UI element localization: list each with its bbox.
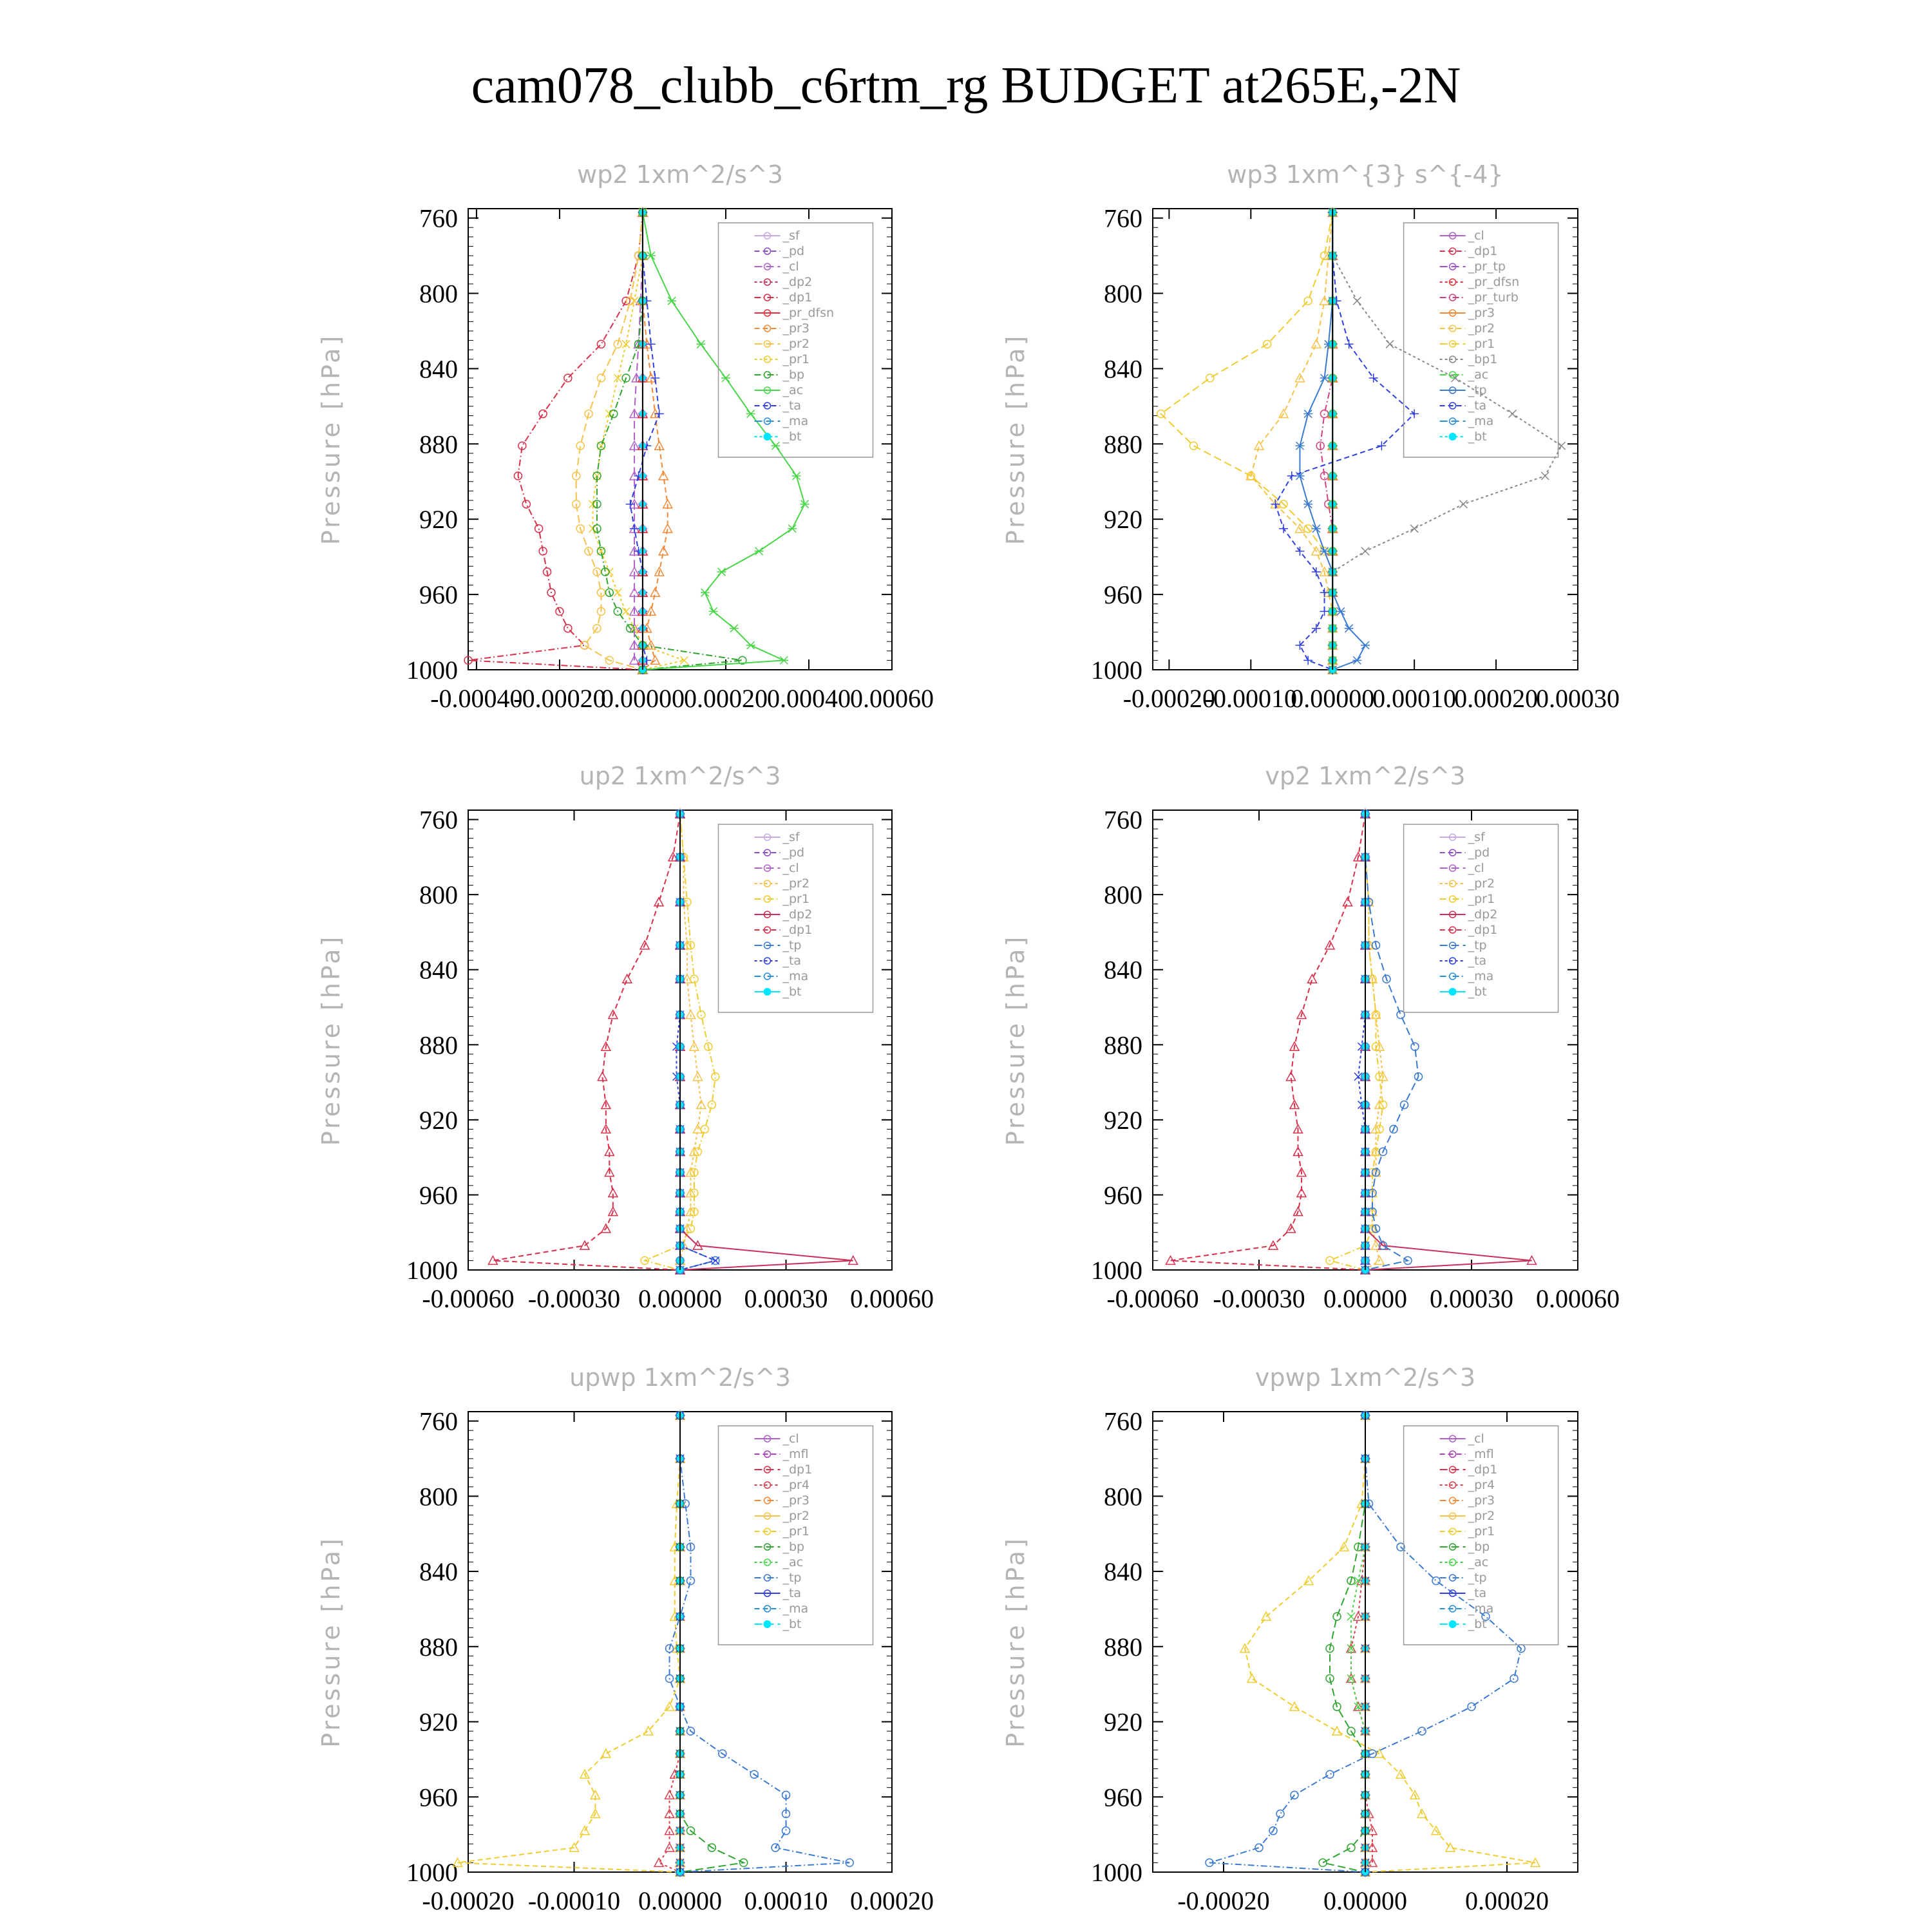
- legend-label: _bt: [1468, 1617, 1487, 1631]
- legend-label: _pr1: [782, 352, 810, 366]
- y-tick-label: 1000: [1091, 1858, 1142, 1887]
- data-point: [730, 625, 739, 632]
- panel-1: [1001, 160, 1620, 713]
- panel-title: wp2 1xm^2/s^3: [577, 160, 783, 189]
- data-point: [1287, 471, 1296, 480]
- legend-label: _pr_dfsn: [1468, 275, 1520, 289]
- y-tick-label: 760: [419, 1406, 458, 1436]
- data-point: [721, 374, 730, 382]
- data-point: [717, 568, 726, 576]
- y-tick-label: 840: [419, 354, 458, 384]
- series-line-pr1: [1161, 213, 1333, 670]
- data-point: [535, 525, 543, 533]
- series-line-ta: [677, 814, 715, 1270]
- legend-label: _cl: [1468, 229, 1484, 243]
- plot-frame: [468, 209, 892, 670]
- x-tick-label: -0.00010: [527, 1886, 621, 1915]
- legend-label: _pr3: [1468, 1493, 1495, 1508]
- legend-label: _pr3: [782, 321, 810, 336]
- y-axis-label: Pressure [hPa]: [1001, 333, 1030, 545]
- legend-label: _dp2: [1468, 907, 1498, 922]
- y-tick-label: 840: [419, 955, 458, 985]
- data-point: [788, 525, 797, 533]
- y-tick-label: 800: [419, 880, 458, 910]
- data-point: [1558, 442, 1566, 450]
- legend-label: _bt: [782, 430, 802, 444]
- legend-label: _sf: [782, 229, 800, 243]
- x-tick-label: 0.00000: [600, 684, 685, 713]
- data-point: [522, 500, 530, 508]
- legend-label: _ta: [1468, 1586, 1487, 1600]
- series-line-pr2: [576, 213, 643, 670]
- panel-title: vpwp 1xm^2/s^3: [1255, 1363, 1476, 1392]
- legend-label: _cl: [782, 260, 799, 274]
- x-tick-label: -0.00020: [513, 684, 606, 713]
- x-tick-label: 0.00000: [638, 1284, 722, 1313]
- data-point: [1347, 1844, 1355, 1852]
- legend-label: _dp2: [782, 907, 813, 922]
- data-point: [614, 589, 621, 596]
- series-line-pr2: [1365, 814, 1383, 1270]
- y-tick-label: 960: [419, 1180, 458, 1210]
- legend-label: _bt: [1468, 985, 1487, 999]
- y-tick-label: 920: [419, 1105, 458, 1135]
- legend-label: _bp1: [1468, 352, 1498, 366]
- data-point: [792, 472, 801, 480]
- data-point: [1333, 1613, 1341, 1620]
- legend-label: _pr3: [782, 1493, 810, 1508]
- series-line-dp1: [493, 814, 680, 1270]
- legend-label: _ma: [782, 1602, 809, 1616]
- series-line-dp2: [680, 814, 853, 1270]
- y-tick-label: 800: [1104, 880, 1142, 910]
- y-tick-label: 800: [1104, 1482, 1142, 1511]
- legend-label: _ma: [1468, 414, 1494, 428]
- x-tick-label: 0.00000: [1323, 1284, 1407, 1313]
- data-point: [1304, 297, 1312, 305]
- data-point: [1345, 625, 1354, 632]
- panel-title: up2 1xm^2/s^3: [579, 762, 781, 790]
- legend-label: _pr_dfsn: [782, 306, 835, 320]
- legend-label: _ma: [1468, 969, 1494, 983]
- data-point: [630, 524, 639, 533]
- x-tick-label: 0.00060: [1536, 1284, 1620, 1313]
- legend-label: _bp: [782, 1540, 805, 1554]
- legend-label: _pr3: [1468, 306, 1495, 320]
- legend-label: _ma: [1468, 1602, 1494, 1616]
- data-point: [1361, 641, 1370, 649]
- y-tick-label: 880: [1104, 430, 1142, 459]
- data-point: [1303, 410, 1312, 418]
- data-point: [581, 641, 589, 649]
- y-tick-label: 840: [1104, 354, 1142, 384]
- legend-label: _ac: [782, 383, 804, 397]
- data-point: [1255, 1844, 1263, 1852]
- y-tick-label: 760: [419, 805, 458, 835]
- y-tick-label: 880: [1104, 1632, 1142, 1662]
- y-tick-label: 1000: [406, 656, 458, 685]
- x-tick-label: 0.00060: [850, 684, 934, 713]
- y-axis-label: Pressure [hPa]: [1001, 934, 1030, 1146]
- y-axis-label: Pressure [hPa]: [317, 1536, 345, 1748]
- data-point: [800, 500, 810, 508]
- data-point: [1418, 1727, 1426, 1735]
- x-tick-label: -0.00060: [422, 1284, 515, 1313]
- data-point: [564, 374, 572, 382]
- legend-label: _dp1: [1468, 1463, 1498, 1477]
- series-line-pr1: [458, 1416, 680, 1872]
- data-point: [746, 641, 755, 649]
- data-point: [1279, 524, 1288, 533]
- x-tick-label: 0.00030: [744, 1284, 828, 1313]
- series-line-pr2: [1251, 213, 1332, 670]
- x-tick-label: 0.00020: [1454, 684, 1539, 713]
- legend-marker: [1449, 433, 1457, 440]
- x-tick-label: 0.00060: [850, 1284, 934, 1313]
- data-point: [570, 1843, 579, 1852]
- legend-label: _dp1: [782, 290, 813, 305]
- panel-title: upwp 1xm^2/s^3: [569, 1363, 791, 1392]
- legend-label: _cl: [782, 1432, 799, 1446]
- legend-label: _tp: [1468, 1571, 1487, 1585]
- legend-label: _dp2: [782, 275, 813, 289]
- y-tick-label: 800: [419, 279, 458, 308]
- legend-label: _pr2: [782, 337, 810, 351]
- y-tick-label: 920: [1104, 505, 1142, 535]
- series-line-pr3: [643, 213, 668, 670]
- legend-marker: [1449, 988, 1457, 996]
- series-line-dp2: [1365, 814, 1532, 1270]
- y-tick-label: 760: [1104, 805, 1142, 835]
- legend-label: _tp: [1468, 938, 1487, 952]
- data-point: [782, 1827, 790, 1835]
- series-line-dp1: [468, 213, 643, 670]
- data-point: [564, 625, 572, 632]
- data-point: [1410, 525, 1418, 533]
- data-point: [1312, 525, 1321, 533]
- y-tick-label: 960: [419, 1783, 458, 1812]
- legend-label: _mfl: [782, 1447, 809, 1461]
- data-point: [654, 898, 663, 906]
- x-tick-label: 0.00000: [638, 1886, 722, 1915]
- y-tick-label: 800: [1104, 279, 1142, 308]
- legend-label: _dp1: [1468, 923, 1498, 937]
- x-tick-label: -0.00010: [1204, 684, 1297, 713]
- data-point: [654, 1858, 663, 1866]
- data-point: [1303, 500, 1312, 508]
- data-point: [708, 1101, 715, 1109]
- data-point: [1361, 547, 1369, 555]
- series-line-bp1: [1332, 213, 1561, 670]
- legend-label: _pr_turb: [1468, 290, 1519, 305]
- legend-label: _cl: [1468, 861, 1484, 875]
- series-line-bp: [1323, 1416, 1365, 1872]
- data-point: [1352, 656, 1361, 664]
- data-point: [1320, 607, 1329, 616]
- legend-marker: [763, 433, 771, 440]
- legend-label: _pr_tp: [1468, 260, 1506, 274]
- y-tick-label: 920: [1104, 1707, 1142, 1737]
- legend-label: _tp: [782, 1571, 802, 1585]
- legend-label: _pr1: [1468, 1524, 1495, 1539]
- series-line-ac: [643, 213, 805, 670]
- x-tick-label: 0.00010: [1372, 684, 1457, 713]
- data-point: [1189, 442, 1197, 450]
- legend-label: _ta: [1468, 954, 1487, 968]
- legend-label: _ac: [782, 1555, 804, 1569]
- panel-title: wp3 1xm^{3} s^{-4}: [1227, 160, 1504, 189]
- x-tick-label: 0.00010: [744, 1886, 828, 1915]
- y-tick-label: 880: [419, 1632, 458, 1662]
- data-point: [622, 607, 630, 615]
- data-point: [755, 547, 764, 555]
- legend-label: _ma: [782, 969, 809, 983]
- y-tick-label: 760: [419, 204, 458, 233]
- y-tick-label: 960: [419, 580, 458, 610]
- x-tick-label: 0.00030: [1430, 1284, 1513, 1313]
- data-point: [597, 374, 605, 382]
- y-tick-label: 960: [1104, 1180, 1142, 1210]
- panel-3: [1001, 762, 1620, 1313]
- legend-label: _pd: [782, 244, 805, 258]
- panel-0: [317, 160, 934, 713]
- data-point: [1386, 340, 1394, 348]
- y-tick-label: 800: [419, 1482, 458, 1511]
- data-point: [779, 656, 788, 664]
- x-tick-label: -0.00020: [422, 1886, 515, 1915]
- y-tick-label: 1000: [406, 1858, 458, 1887]
- y-tick-label: 920: [419, 505, 458, 535]
- legend-label: _pd: [1468, 846, 1490, 860]
- y-axis-label: Pressure [hPa]: [1001, 1536, 1030, 1748]
- legend-label: _cl: [782, 861, 799, 875]
- x-tick-label: -0.00060: [1106, 1284, 1199, 1313]
- legend-label: _sf: [782, 830, 800, 844]
- data-point: [709, 607, 718, 615]
- panel-5: [1001, 1363, 1578, 1915]
- legend-label: _pr2: [782, 1509, 810, 1523]
- data-point: [1541, 472, 1549, 480]
- y-tick-label: 1000: [1091, 1256, 1142, 1285]
- legend-marker: [1449, 1620, 1457, 1628]
- data-point: [746, 410, 755, 418]
- legend-label: _dp1: [782, 923, 813, 937]
- x-tick-label: -0.00020: [1122, 684, 1216, 713]
- legend-label: _pr2: [1468, 321, 1495, 336]
- y-tick-label: 840: [1104, 955, 1142, 985]
- data-point: [1336, 607, 1345, 615]
- y-tick-label: 880: [1104, 1030, 1142, 1060]
- data-point: [1410, 410, 1419, 419]
- data-point: [1319, 1859, 1327, 1866]
- data-point: [696, 340, 705, 348]
- y-axis-label: Pressure [hPa]: [317, 333, 345, 545]
- data-point: [1353, 297, 1361, 305]
- y-tick-label: 880: [419, 1030, 458, 1060]
- series-line-ta: [1358, 814, 1365, 1270]
- legend-label: _bt: [1468, 430, 1487, 444]
- data-point: [1343, 898, 1352, 906]
- x-tick-label: 0.00020: [683, 684, 768, 713]
- y-tick-label: 1000: [406, 1256, 458, 1285]
- legend-label: _pr4: [782, 1478, 810, 1492]
- series-line-tp: [1365, 814, 1419, 1270]
- legend-label: _pr1: [782, 892, 810, 906]
- legend-label: _mfl: [1468, 1447, 1494, 1461]
- series-line-pr1: [1330, 814, 1383, 1270]
- legend-label: _ta: [782, 954, 802, 968]
- legend-label: _dp1: [782, 1463, 813, 1477]
- legend-label: _pr1: [1468, 892, 1495, 906]
- data-point: [1459, 500, 1467, 508]
- data-point: [1326, 1770, 1334, 1778]
- series-line-bp: [597, 213, 743, 670]
- data-point: [630, 297, 638, 305]
- legend-label: _bt: [782, 1617, 802, 1631]
- data-point: [597, 340, 605, 348]
- x-tick-label: 0.00000: [1323, 1886, 1407, 1915]
- panel-2: [317, 762, 934, 1313]
- legend-label: _ac: [1468, 1555, 1489, 1569]
- y-tick-label: 1000: [1091, 656, 1142, 685]
- x-tick-label: 0.00030: [1536, 684, 1620, 713]
- legend-label: _pd: [782, 846, 805, 860]
- data-point: [1508, 410, 1516, 418]
- legend-label: _cl: [1468, 1432, 1484, 1446]
- panel-4: [317, 1363, 934, 1915]
- data-point: [1290, 1702, 1299, 1710]
- data-point: [1345, 339, 1354, 348]
- series-line-dp1: [1171, 814, 1366, 1270]
- x-tick-label: 0.00020: [1465, 1886, 1549, 1915]
- x-tick-label: 0.00000: [1291, 684, 1375, 713]
- legend-label: _ma: [782, 414, 809, 428]
- panel-title: vp2 1xm^2/s^3: [1265, 762, 1466, 790]
- y-axis-label: Pressure [hPa]: [317, 934, 345, 1146]
- y-tick-label: 840: [419, 1557, 458, 1587]
- data-point: [1308, 974, 1317, 983]
- y-tick-label: 880: [419, 430, 458, 459]
- y-tick-label: 760: [1104, 1406, 1142, 1436]
- data-point: [1206, 374, 1214, 382]
- data-point: [1276, 1810, 1284, 1818]
- data-point: [1303, 656, 1312, 665]
- x-tick-label: 0.00040: [766, 684, 851, 713]
- data-point: [610, 410, 618, 418]
- x-tick-label: -0.00020: [1177, 1886, 1270, 1915]
- series-line-pr1: [593, 213, 685, 670]
- data-point: [623, 974, 632, 983]
- legend-label: _ta: [1468, 399, 1487, 413]
- x-tick-label: 0.00020: [850, 1886, 934, 1915]
- data-point: [712, 1256, 719, 1264]
- series-line-pr4: [1351, 1416, 1372, 1872]
- series-line-bp: [680, 1416, 744, 1872]
- data-point: [1320, 547, 1329, 555]
- legend-label: _tp: [1468, 383, 1487, 397]
- legend-marker: [763, 988, 771, 996]
- legend-label: _pr4: [1468, 1478, 1495, 1492]
- x-tick-label: -0.00030: [527, 1284, 621, 1313]
- legend-label: _pr1: [782, 1524, 810, 1539]
- legend-label: _pr2: [1468, 876, 1495, 891]
- series-line-ta: [1275, 213, 1414, 670]
- y-tick-label: 920: [419, 1707, 458, 1737]
- data-point: [667, 297, 676, 305]
- data-point: [1332, 1727, 1341, 1735]
- legend-label: _bp: [782, 368, 805, 382]
- data-point: [539, 410, 547, 418]
- y-tick-label: 840: [1104, 1557, 1142, 1587]
- legend-label: _bt: [782, 985, 802, 999]
- legend-label: _ta: [782, 399, 802, 413]
- series-line-tp: [670, 1416, 850, 1872]
- legend-label: _tp: [782, 938, 802, 952]
- legend-label: _bp: [1468, 1540, 1490, 1554]
- legend-label: _sf: [1468, 830, 1485, 844]
- legend-label: _dp1: [1468, 244, 1498, 258]
- page-title: cam078_clubb_c6rtm_rg BUDGET at265E,-2N: [471, 57, 1461, 114]
- legend-label: _ac: [1468, 368, 1489, 382]
- y-tick-label: 960: [1104, 1783, 1142, 1812]
- y-tick-label: 960: [1104, 580, 1142, 610]
- legend-label: _pr2: [1468, 1509, 1495, 1523]
- data-point: [771, 442, 780, 450]
- legend-marker: [763, 1620, 771, 1628]
- legend-label: _pr1: [1468, 337, 1495, 351]
- data-point: [1432, 1577, 1440, 1585]
- legend-label: _pr2: [782, 876, 810, 891]
- y-tick-label: 920: [1104, 1105, 1142, 1135]
- data-point: [687, 1577, 694, 1585]
- data-point: [1347, 1613, 1355, 1620]
- data-point: [701, 589, 710, 596]
- data-point: [1468, 1703, 1475, 1710]
- y-tick-label: 760: [1104, 204, 1142, 233]
- series-line-pr2: [680, 814, 701, 1270]
- x-tick-label: -0.00040: [430, 684, 523, 713]
- legend-label: _ta: [782, 1586, 802, 1600]
- x-tick-label: -0.00030: [1213, 1284, 1305, 1313]
